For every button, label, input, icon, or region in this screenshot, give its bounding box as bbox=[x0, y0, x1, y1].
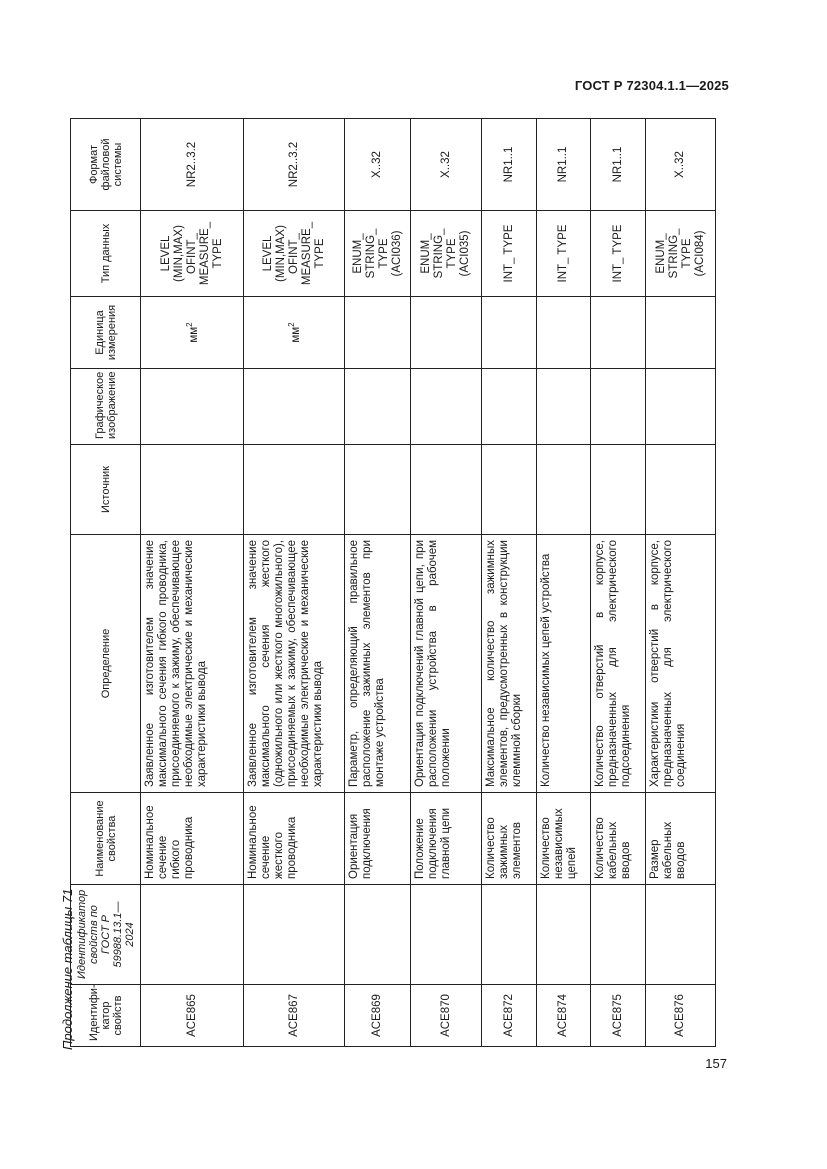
table-row bbox=[345, 119, 411, 1047]
row-definition-text: Ориентация подключений главной цепи, при расположении устройства в рабочем положении bbox=[414, 540, 452, 787]
row-data-type bbox=[345, 211, 411, 297]
table-row bbox=[646, 119, 716, 1047]
row-data-type-text: ENUM_ STRING_ TYPE (ACI084) bbox=[654, 228, 706, 279]
row-id bbox=[646, 985, 716, 1047]
row-name bbox=[537, 793, 591, 885]
table-caption: Продолжение таблицы 71 bbox=[60, 888, 75, 1050]
row-gost-id bbox=[411, 885, 482, 985]
row-format-text: NR1..1 bbox=[611, 146, 624, 183]
row-unit bbox=[345, 297, 411, 369]
row-unit bbox=[411, 297, 482, 369]
row-id bbox=[345, 985, 411, 1047]
row-definition bbox=[141, 535, 244, 793]
row-data-type bbox=[141, 211, 244, 297]
row-definition bbox=[482, 535, 537, 793]
row-id bbox=[537, 985, 591, 1047]
row-format bbox=[537, 119, 591, 211]
table-row bbox=[591, 119, 646, 1047]
row-gost-id bbox=[141, 885, 244, 985]
row-definition-text: Заявленное изготовителем значение максимального сечения гибкого проводника, присоединяемого к зажиму, обеспечивающее необходимые электрические и механические характеристики вывода bbox=[144, 540, 208, 787]
row-format bbox=[591, 119, 646, 211]
column-header: Определение bbox=[71, 535, 141, 793]
row-id-text: ACE875 bbox=[611, 994, 624, 1037]
row-definition bbox=[411, 535, 482, 793]
row-format-text: X..32 bbox=[371, 151, 383, 178]
row-format-text: NR1..1 bbox=[502, 146, 515, 183]
row-data-type bbox=[591, 211, 646, 297]
row-format bbox=[345, 119, 411, 211]
row-data-type bbox=[482, 211, 537, 297]
row-name bbox=[646, 793, 716, 885]
row-definition bbox=[537, 535, 591, 793]
row-definition-text: Количество независимых цепей устройства bbox=[540, 553, 552, 787]
unit-superscript: 2 bbox=[287, 322, 297, 327]
row-graphic bbox=[411, 369, 482, 445]
document-header: ГОСТ Р 72304.1.1—2025 bbox=[574, 78, 729, 93]
row-id-text: ACE867 bbox=[287, 994, 300, 1037]
row-unit bbox=[482, 297, 537, 369]
row-gost-id bbox=[244, 885, 345, 985]
row-id bbox=[482, 985, 537, 1047]
row-gost-id bbox=[646, 885, 716, 985]
row-definition-text: Количество отверстий в корпусе, предназначенных для электрического подсоединения bbox=[594, 540, 632, 787]
row-definition bbox=[345, 535, 411, 793]
row-graphic bbox=[482, 369, 537, 445]
row-unit bbox=[244, 297, 345, 369]
row-source bbox=[646, 445, 716, 535]
row-name-text: Ориентация подключения bbox=[348, 808, 373, 879]
row-name-text: Количество зажимных элементов bbox=[485, 817, 523, 879]
row-format bbox=[411, 119, 482, 211]
row-data-type bbox=[411, 211, 482, 297]
column-header: Единица измерения bbox=[71, 297, 141, 369]
row-source bbox=[244, 445, 345, 535]
page-number: 157 bbox=[705, 1056, 727, 1071]
row-format bbox=[646, 119, 716, 211]
row-format bbox=[244, 119, 345, 211]
row-name bbox=[244, 793, 345, 885]
row-graphic bbox=[646, 369, 716, 445]
row-name bbox=[411, 793, 482, 885]
table-row bbox=[141, 119, 244, 1047]
row-gost-id bbox=[482, 885, 537, 985]
row-source bbox=[537, 445, 591, 535]
row-id bbox=[141, 985, 244, 1047]
table-row bbox=[244, 119, 345, 1047]
row-definition bbox=[244, 535, 345, 793]
row-id bbox=[591, 985, 646, 1047]
unit-superscript: 2 bbox=[185, 322, 195, 327]
row-unit bbox=[537, 297, 591, 369]
row-definition bbox=[591, 535, 646, 793]
row-definition-text: Максимальное количество зажимных элементов, предусмотренных в конструкции клеммной сборки bbox=[485, 540, 523, 787]
column-header: Графическое изображение bbox=[71, 369, 141, 445]
row-unit bbox=[591, 297, 646, 369]
row-data-type-text: LEVEL (MIN,MAX) OFINT_ MEASURE_ TYPE bbox=[159, 221, 224, 286]
row-format-text: X..32 bbox=[674, 151, 686, 178]
row-graphic bbox=[141, 369, 244, 445]
table-header-row bbox=[71, 119, 141, 1047]
row-data-type-text: ENUM_ STRING_ TYPE (ACI035) bbox=[420, 228, 471, 279]
rotated-table-container bbox=[70, 119, 715, 1047]
row-id-text: ACE870 bbox=[439, 994, 452, 1037]
row-format-text: NR2..3.2 bbox=[185, 141, 198, 188]
row-id bbox=[411, 985, 482, 1047]
row-definition bbox=[646, 535, 716, 793]
row-id-text: ACE872 bbox=[502, 994, 515, 1037]
column-header: Идентифи-катор свойств bbox=[71, 985, 141, 1047]
row-name bbox=[345, 793, 411, 885]
table-row bbox=[411, 119, 482, 1047]
table-row bbox=[537, 119, 591, 1047]
row-id-text: ACE865 bbox=[185, 994, 198, 1037]
row-name-text: Номинальное сечение гибкого проводника bbox=[144, 805, 195, 879]
row-graphic bbox=[537, 369, 591, 445]
row-id-text: ACE869 bbox=[371, 994, 383, 1037]
row-gost-id bbox=[345, 885, 411, 985]
row-gost-id bbox=[537, 885, 591, 985]
properties-table bbox=[70, 118, 716, 1047]
row-name-text: Размер кабельных вводов bbox=[649, 821, 687, 879]
row-name bbox=[141, 793, 244, 885]
row-data-type-text: INT_ TYPE bbox=[557, 224, 569, 283]
row-data-type bbox=[537, 211, 591, 297]
row-definition-text: Заявленное изготовителем значение максимального сечения жесткого (одножильного или жесткого многожильного), присоединяемых к зажиму, обеспечивающее необходимые электрические и механические характеристики вывода bbox=[247, 540, 324, 787]
row-name-text: Положение подключения главной цепи bbox=[414, 807, 452, 879]
column-header: Идентификатор свойств по ГОСТ Р 59988.13.1—2024 bbox=[71, 885, 141, 985]
row-format-text: NR2..3.2 bbox=[287, 141, 300, 188]
row-name-text: Количество кабельных вводов bbox=[594, 817, 632, 879]
row-graphic bbox=[244, 369, 345, 445]
row-data-type-text: LEVEL (MIN,MAX) OFINT_ MEASURE_ TYPE bbox=[261, 221, 326, 286]
table-body bbox=[141, 119, 716, 1047]
row-gost-id bbox=[591, 885, 646, 985]
row-source bbox=[411, 445, 482, 535]
row-name bbox=[591, 793, 646, 885]
row-data-type-text: INT_ TYPE bbox=[502, 224, 515, 283]
row-format-text: NR1..1 bbox=[557, 146, 569, 183]
row-data-type bbox=[244, 211, 345, 297]
row-format bbox=[482, 119, 537, 211]
row-id-text: ACE874 bbox=[557, 994, 569, 1037]
row-data-type bbox=[646, 211, 716, 297]
column-header: Формат файловой системы bbox=[71, 119, 141, 211]
row-definition-text: Характеристики отверстий в корпусе, предназначенных для электрического соединения bbox=[649, 540, 687, 787]
row-data-type-text: ENUM_ STRING_ TYPE (ACI036) bbox=[351, 228, 403, 279]
row-data-type-text: INT_ TYPE bbox=[611, 224, 624, 283]
row-unit-text: мм bbox=[289, 326, 302, 343]
row-graphic bbox=[591, 369, 646, 445]
table-row bbox=[482, 119, 537, 1047]
column-header: Тип данных bbox=[71, 211, 141, 297]
column-header: Источник bbox=[71, 445, 141, 535]
column-header: Наименование свойства bbox=[71, 793, 141, 885]
row-unit bbox=[141, 297, 244, 369]
row-name-text: Номинальное сечение жесткого проводника bbox=[247, 805, 298, 879]
row-name bbox=[482, 793, 537, 885]
row-source bbox=[141, 445, 244, 535]
row-format bbox=[141, 119, 244, 211]
row-unit-text: мм bbox=[187, 326, 200, 343]
row-graphic bbox=[345, 369, 411, 445]
row-id-text: ACE876 bbox=[674, 994, 686, 1037]
row-definition-text: Параметр, определяющий правильное расположение зажимных элементов при монтаже устройства bbox=[348, 540, 386, 787]
row-source bbox=[482, 445, 537, 535]
row-source bbox=[591, 445, 646, 535]
row-name-text: Количество независимых цепей bbox=[540, 808, 578, 879]
row-unit bbox=[646, 297, 716, 369]
row-format-text: X..32 bbox=[439, 151, 452, 178]
row-id bbox=[244, 985, 345, 1047]
row-source bbox=[345, 445, 411, 535]
